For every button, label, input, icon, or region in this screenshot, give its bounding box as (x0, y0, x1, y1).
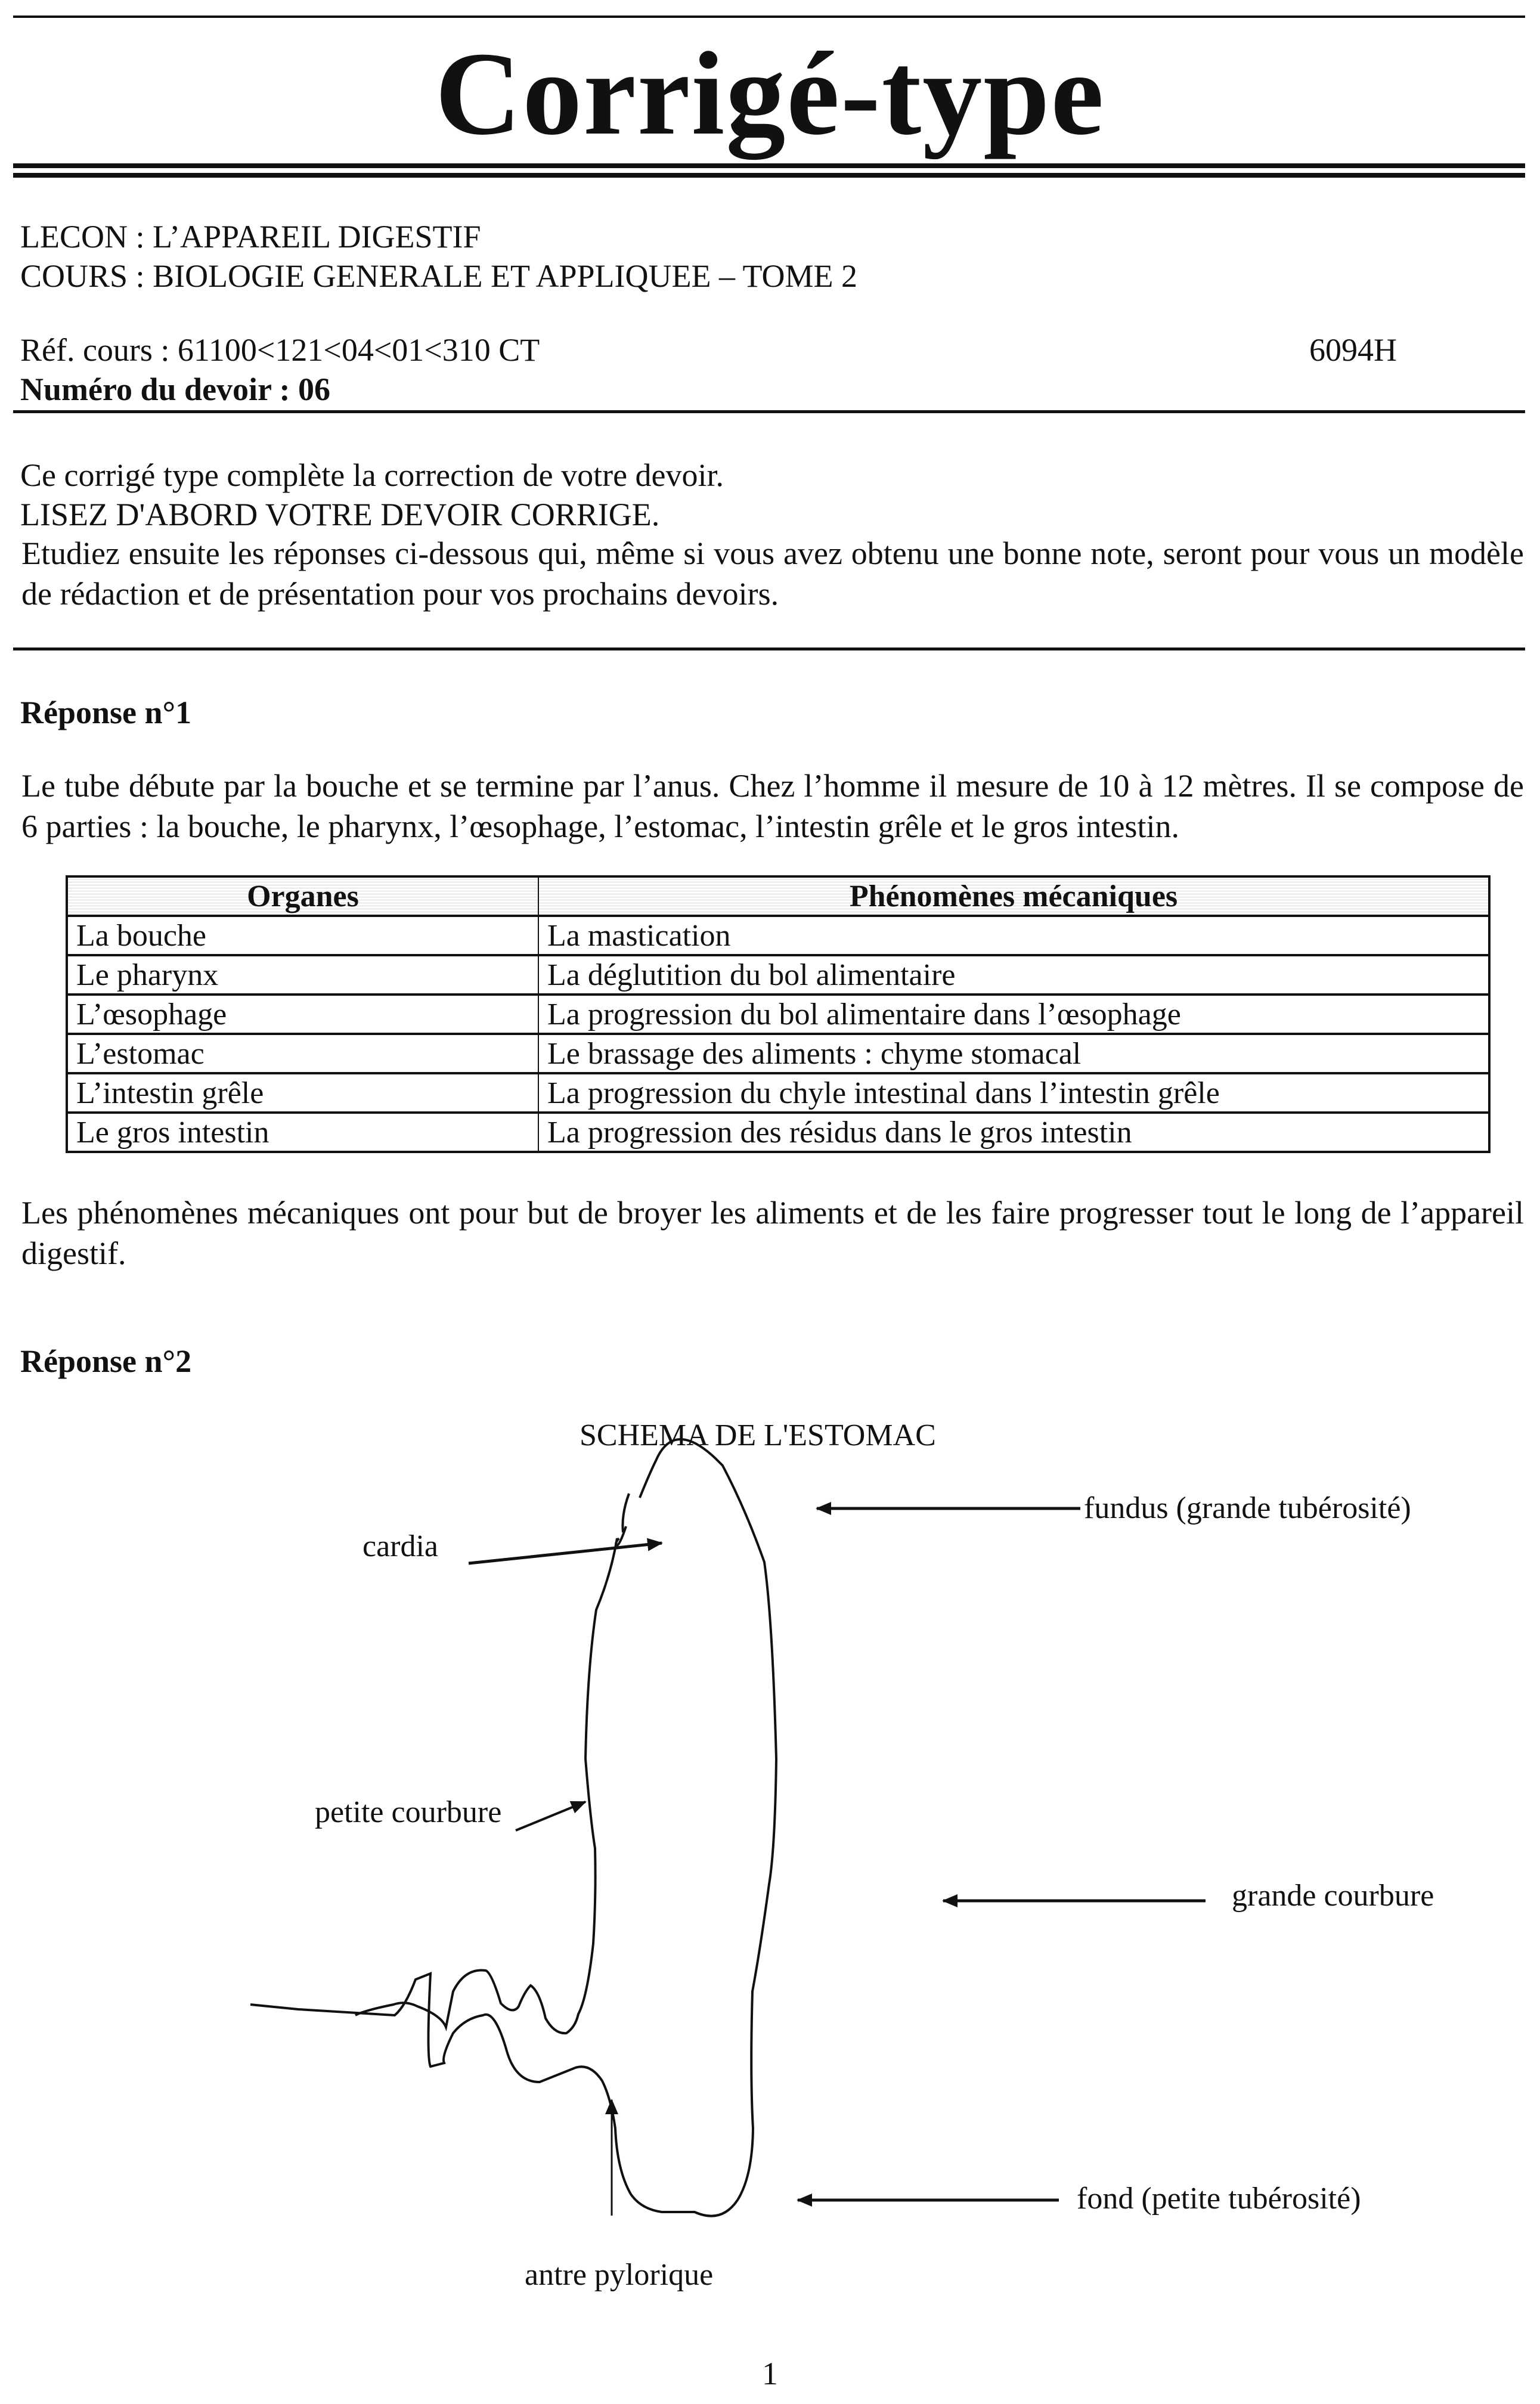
phenomenon-cell: La progression du chyle intestinal dans l’intestin grêle (538, 1073, 1489, 1113)
phenomenon-cell: La déglutition du bol alimentaire (538, 955, 1489, 995)
organ-cell: La bouche (67, 916, 538, 955)
course-code: 6094H (1309, 332, 1397, 368)
phenomenon-cell: La progression des résidus dans le gros intestin (538, 1113, 1489, 1152)
reponse-1-conclusion: Les phénomènes mécaniques ont pour but de broyer les aliments et de les faire progresser tout le long de l’appareil digestif. (21, 1195, 1524, 1271)
diagram-title: SCHEMA DE L'ESTOMAC (580, 1418, 936, 1452)
label-grande-courbure: grande courbure (1232, 1879, 1434, 1913)
label-fond: fond (petite tubérosité) (1077, 2182, 1361, 2216)
lecon-line: LECON : L’APPAREIL DIGESTIF (20, 219, 481, 255)
organ-cell: L’estomac (67, 1034, 538, 1073)
organ-cell: L’intestin grêle (67, 1073, 538, 1113)
phenomenon-cell: La progression du bol alimentaire dans l’œsophage (538, 995, 1489, 1034)
ref-cours: Réf. cours : 61100<121<04<01<310 CT (20, 332, 540, 368)
page-number: 1 (762, 2356, 778, 2391)
intro-line-2: LISEZ D'ABORD VOTRE DEVOIR CORRIGE. (20, 497, 660, 532)
numero-devoir: Numéro du devoir : 06 (20, 371, 331, 407)
intro-line-1: Ce corrigé type complète la correction de votre devoir. (20, 457, 724, 493)
petite-courbure-arrow (516, 1802, 585, 1830)
reponse-2-heading: Réponse n°2 (20, 1343, 192, 1379)
cardia-arrow (469, 1543, 662, 1563)
label-antre-pylorique: antre pylorique (525, 2258, 714, 2292)
phenomenon-cell: Le brassage des aliments : chyme stomacal (538, 1034, 1489, 1073)
header-phenomenes: Phénomènes mécaniques (538, 876, 1489, 916)
organ-cell: Le pharynx (67, 955, 538, 995)
stomach-outline-lesser (355, 1494, 629, 2033)
phenomenon-cell: La mastication (538, 916, 1489, 955)
reponse-1-paragraph: Le tube débute par la bouche et se termine par l’anus. Chez l’homme il mesure de 10 à 12 mètres. Il se compose de 6 parties : la bouche, le pharynx, l’œsophage, l’estomac, l’intestin grêle et le gros intestin. (21, 768, 1524, 844)
document-title: Corrigé-type (435, 28, 1105, 160)
header-organes: Organes (67, 876, 538, 916)
intro-line-3: Etudiez ensuite les réponses ci-dessous qui, même si vous avez obtenu une bonne note, seront pour vous un modèle de rédaction et de présentation pour vos prochains devoirs. (21, 535, 1524, 612)
label-fundus: fundus (grande tubérosité) (1084, 1491, 1411, 1525)
reponse-1-heading: Réponse n°1 (20, 695, 192, 730)
label-cardia: cardia (362, 1529, 439, 1563)
organ-cell: Le gros intestin (67, 1113, 538, 1152)
label-petite-courbure: petite courbure (315, 1795, 502, 1829)
organ-cell: L’œsophage (67, 995, 538, 1034)
cours-line: COURS : BIOLOGIE GENERALE ET APPLIQUEE – TOME 2 (20, 258, 857, 294)
